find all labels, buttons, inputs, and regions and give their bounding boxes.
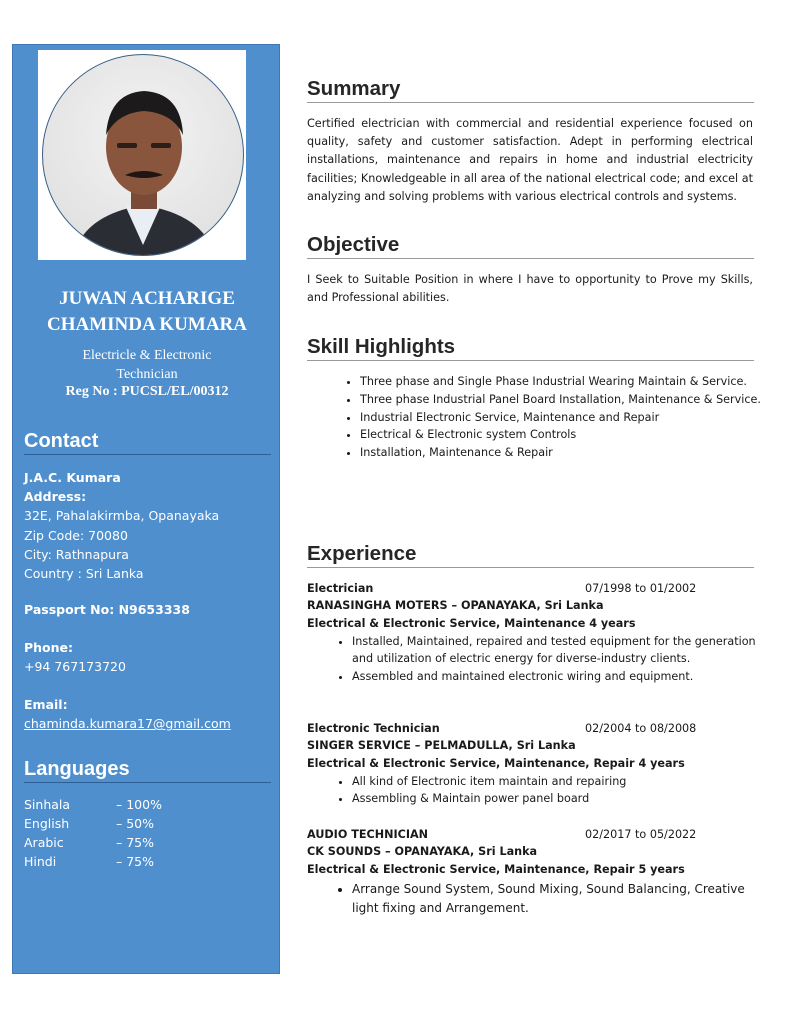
contact-heading: Contact [24,430,271,455]
candidate-title-line1: Electricle & Electronic [82,348,212,363]
registration-number: Reg No : PUCSL/EL/00312 [65,384,229,399]
job-dates: 07/1998 to 01/2002 [585,582,697,595]
language-name: Sinhala [24,797,71,812]
language-level: – 50% [116,816,155,831]
job-title: AUDIO TECHNICIAN [307,828,429,841]
contact-block [24,468,219,583]
job-title: Electronic Technician [307,722,440,735]
job-bullet: • Assembled and maintained electronic wiring and equipment. [352,668,772,685]
candidate-name-line2: CHAMINDA KUMARA [46,314,247,335]
job-company: RANASINGHA MOTERS – OPANAYAKA, Sri Lanka [307,599,604,612]
sidebar [12,44,280,974]
job-bullet: • Installed, Maintained, repaired and tested equipment for the generation and utilization of electric energy for diverse-industry clients. [352,633,772,668]
candidate-name [13,286,281,338]
address-line: 32E, Pahalakirmba, Opanayaka [24,508,220,524]
job-summary: Electrical & Electronic Service, Maintenance, Repair 4 years [307,757,685,770]
job-dates: 02/2004 to 08/2008 [585,722,697,735]
candidate-name-line1: JUWAN ACHARIGE [59,288,235,309]
city: City: Rathnapura [24,546,129,562]
job-bullets [314,773,772,808]
languages-heading: Languages [24,758,271,783]
phone-block [24,638,126,676]
candidate-title-line2: Technician [116,367,178,382]
contact-short-name: J.A.C. Kumara [24,470,121,485]
language-name: Hindi [24,854,57,869]
job-bullet: • All kind of Electronic item maintain and repairing [352,773,772,790]
zip-code: Zip Code: 70080 [24,527,128,543]
job-company: SINGER SERVICE – PELMADULLA, Sri Lanka [307,739,576,752]
candidate-title [13,346,281,384]
language-name: English [24,816,70,831]
experience-heading: Experience [307,542,754,568]
job-bullets [314,880,772,918]
job-summary: Electrical & Electronic Service, Maintenance, Repair 5 years [307,863,685,876]
job-company: CK SOUNDS – OPANAYAKA, Sri Lanka [307,845,538,858]
skill-item: • Three phase and Single Phase Industrial Wearing Maintain & Service. [360,373,780,391]
job-bullet: • Assembling & Maintain power panel board [352,790,772,807]
country: Country : Sri Lanka [24,566,144,582]
job-bullets [314,633,772,685]
job-bullet: • Arrange Sound System, Sound Mixing, Sound Balancing, Creative light fixing and Arrangement. [352,880,772,918]
skill-item: • Three phase Industrial Panel Board Installation, Maintenance & Service. [360,391,780,409]
language-level: – 100% [116,797,162,812]
language-name: Arabic [24,835,64,850]
passport-number: Passport No: N9653338 [24,602,190,617]
summary-text: Certified electrician with commercial and residential experience focused on quality, safety and customer satisfaction. Adept in performing electrical installations, maintenance and repairs in home and industrial electricity facilities; Knowledgeable in all area of the national electrical code; and excel at analyzing and solving problems with various electrical controls and systems. [307,117,753,203]
language-level: – 75% [116,854,155,869]
profile-photo-frame [38,50,246,260]
email-label: Email: [24,697,68,712]
language-level: – 75% [116,835,155,850]
job-title: Electrician [307,582,374,595]
phone-label: Phone: [24,640,74,655]
phone-number: +94 767173720 [24,659,126,675]
summary-heading: Summary [307,77,754,103]
objective-text: I Seek to Suitable Position in where I have to opportunity to Prove my Skills, and Professional abilities. [307,273,753,305]
address-label: Address: [24,489,87,505]
job-dates: 02/2017 to 05/2022 [585,828,697,841]
skill-item: • Electrical & Electronic system Controls [360,426,780,444]
skills-heading: Skill Highlights [307,335,754,361]
skill-item: • Installation, Maintenance & Repair [360,444,780,462]
person-portrait-icon [43,55,244,256]
profile-photo [42,54,244,256]
email-block [24,695,231,733]
skill-item: • Industrial Electronic Service, Maintenance and Repair [360,409,780,427]
email-link[interactable]: chaminda.kumara17@gmail.com [24,716,231,732]
job-summary: Electrical & Electronic Service, Maintenance 4 years [307,617,636,630]
objective-heading: Objective [307,233,754,259]
skills-list [320,373,780,462]
